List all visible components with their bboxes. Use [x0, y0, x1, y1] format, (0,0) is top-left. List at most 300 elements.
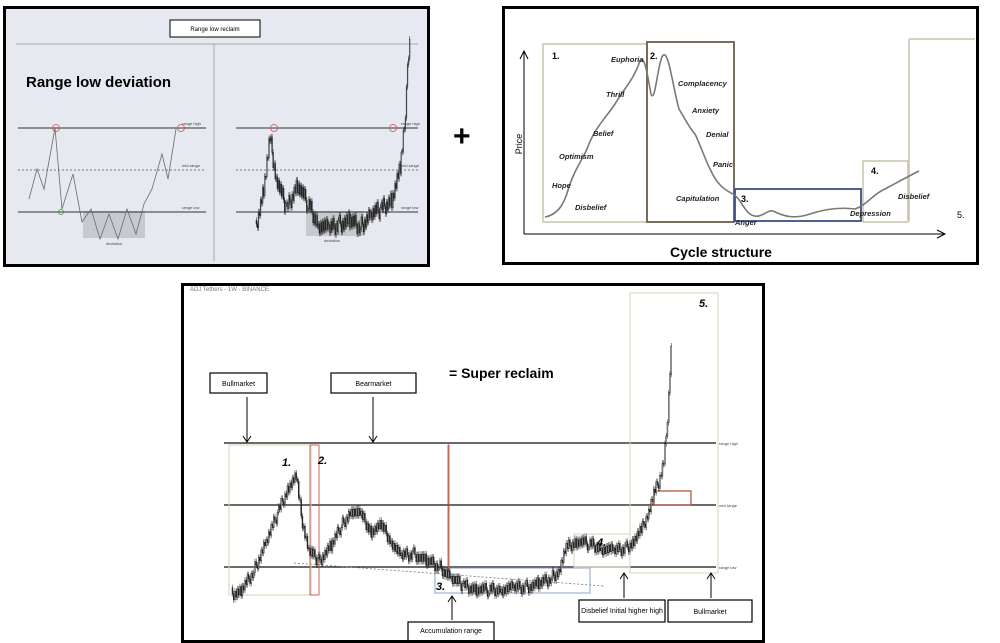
candle-body	[355, 215, 356, 225]
candle-body	[404, 129, 405, 130]
candle-body	[253, 573, 254, 578]
candle-body	[368, 524, 369, 532]
candle-body	[622, 547, 623, 555]
candle-body	[285, 204, 286, 212]
candle-body	[302, 516, 303, 528]
candle-body	[261, 200, 262, 204]
candle-body	[468, 587, 469, 594]
candle-body	[271, 137, 272, 141]
candle-body	[386, 202, 387, 214]
candle-body	[495, 590, 496, 596]
candle-body	[304, 189, 305, 198]
plus-sign: +	[453, 120, 471, 153]
candle-body	[348, 213, 349, 224]
candle-body	[490, 585, 491, 593]
candle-body	[342, 221, 343, 232]
candle-body	[353, 509, 354, 516]
candle-body	[571, 545, 572, 551]
candle-body	[321, 223, 322, 232]
candle-body	[351, 509, 352, 516]
candle-body	[577, 540, 578, 548]
candle-body	[293, 194, 294, 200]
candle-body	[523, 586, 524, 592]
candle-body	[387, 202, 388, 210]
candle-body	[665, 444, 666, 465]
candle-body	[646, 516, 647, 527]
callout-text: Bullmarket	[221, 381, 256, 388]
candle-body	[476, 584, 477, 596]
candle-body	[362, 511, 363, 519]
candle-body	[298, 184, 299, 193]
callout-bearmarket	[331, 373, 416, 442]
candle-body	[356, 509, 357, 516]
candle-body	[395, 183, 396, 198]
candle-body	[281, 498, 282, 509]
candle-body	[377, 202, 378, 214]
candle-body	[526, 581, 527, 584]
candle-body	[385, 525, 386, 531]
candle-body	[288, 202, 289, 208]
candle-body	[336, 223, 337, 235]
candle-body	[298, 481, 299, 497]
candle-body	[262, 550, 263, 553]
candle-body	[496, 588, 497, 596]
callout-text: Accumulation range	[420, 628, 482, 635]
panel1-headline: Range low deviation	[26, 74, 172, 91]
candle-body	[518, 581, 519, 589]
candle-body	[562, 560, 563, 563]
stage-complacency: Complacency	[678, 79, 727, 88]
candle-body	[621, 550, 622, 556]
candle-body	[246, 580, 247, 584]
candle-body	[311, 549, 312, 556]
candle-body	[512, 582, 513, 588]
candle-body	[255, 562, 256, 573]
candle-body	[301, 186, 302, 197]
candle-body	[670, 374, 671, 393]
candle-body	[345, 522, 346, 527]
candle-body	[361, 217, 362, 229]
candle-body	[394, 193, 395, 198]
stage-num-3: 3.	[741, 194, 749, 204]
candle-body	[299, 184, 300, 195]
candle-body	[648, 509, 649, 519]
candle-body	[440, 561, 441, 568]
candle-body	[617, 546, 618, 552]
candle-body	[650, 509, 651, 511]
candle-body	[567, 543, 568, 549]
candle-body	[657, 482, 658, 485]
candle-body	[315, 550, 316, 558]
candle-body	[235, 591, 236, 599]
candle-body	[310, 199, 311, 210]
stage-denial: Denial	[706, 130, 729, 139]
candle-body	[334, 218, 335, 226]
candle-body	[595, 546, 596, 553]
candle-body	[640, 526, 641, 536]
candle-body	[378, 523, 379, 529]
candle-body	[377, 523, 378, 532]
candle-body	[355, 509, 356, 516]
candle-body	[323, 555, 324, 560]
candle-body	[354, 216, 355, 225]
mid-range-reclaim-box	[654, 491, 691, 505]
candle-body	[316, 216, 317, 225]
candle-body	[376, 526, 377, 532]
candle-body	[467, 580, 468, 587]
candle-body	[305, 189, 306, 200]
candle-body	[250, 579, 251, 583]
candle-body	[431, 558, 432, 565]
candle-body	[422, 554, 423, 561]
candle-body	[460, 576, 461, 583]
candle-body	[426, 554, 427, 566]
candle-body	[492, 583, 493, 591]
candle-body	[586, 537, 587, 544]
candle-body	[342, 518, 343, 528]
candle-body	[416, 555, 417, 562]
cycle-structure-chart	[505, 9, 976, 262]
candle-body	[268, 157, 269, 158]
candle-body	[242, 586, 243, 596]
candle-body	[491, 585, 492, 591]
candle-body	[237, 589, 238, 597]
candle-body	[448, 571, 449, 578]
stage-num-5: 5.	[957, 210, 965, 220]
candle-body	[592, 539, 593, 547]
candle-body	[375, 205, 376, 217]
candle-body	[257, 565, 258, 568]
candle-body	[363, 224, 364, 232]
candle-body	[478, 588, 479, 595]
candle-body	[289, 195, 290, 209]
candle-body	[296, 473, 297, 479]
candle-body	[293, 478, 294, 483]
candle-body	[303, 187, 304, 198]
candle-body	[407, 65, 408, 87]
candle-body	[513, 585, 514, 588]
candle-body	[516, 583, 517, 591]
candle-body	[380, 207, 381, 219]
candle-body	[543, 577, 544, 583]
candle-body	[435, 564, 436, 571]
candle-body	[508, 584, 509, 592]
candle-body	[341, 528, 342, 535]
candle-body	[627, 542, 628, 547]
candle-body	[446, 570, 447, 577]
candle-body	[315, 214, 316, 225]
candle-body	[248, 575, 249, 579]
candle-body	[330, 225, 331, 233]
candle-body	[262, 187, 263, 203]
candle-body	[284, 200, 285, 212]
candle-body	[487, 590, 488, 597]
candle-body	[655, 489, 656, 492]
callout-bullmarket-1	[210, 373, 267, 442]
candle-body	[486, 583, 487, 590]
candle-body	[364, 220, 365, 232]
candle-body	[612, 544, 613, 551]
candle-body	[256, 220, 257, 224]
candle-body	[286, 494, 287, 497]
candle-body	[359, 224, 360, 233]
candle-body	[531, 585, 532, 591]
candle-body	[618, 543, 619, 551]
candle-body	[292, 478, 293, 488]
candle-body	[391, 541, 392, 544]
candle-body	[335, 534, 336, 545]
candle-body	[620, 543, 621, 549]
candle-body	[258, 212, 259, 228]
candle-body	[450, 571, 451, 579]
candle-body	[663, 463, 664, 464]
candle-body	[291, 483, 292, 488]
candle-body	[557, 572, 558, 577]
candle-body	[280, 184, 281, 192]
candle-body	[403, 551, 404, 559]
candle-body	[317, 216, 318, 227]
candle-body	[466, 580, 467, 588]
candle-body	[631, 543, 632, 548]
callout-text: Bearmarket	[355, 381, 392, 388]
mid-range-label: mid-range	[719, 503, 738, 508]
candle-body	[465, 581, 466, 588]
candle-body	[376, 205, 377, 213]
candle-body	[318, 555, 319, 559]
candle-body	[368, 210, 369, 222]
candle-body	[238, 589, 239, 595]
candle-body	[367, 215, 368, 223]
right-mid-range-label: mid-range	[401, 163, 420, 168]
stage-num-1: 1.	[552, 51, 560, 61]
candle-body	[607, 546, 608, 553]
candle-body	[260, 200, 261, 216]
stage-num-4: 4.	[871, 166, 879, 176]
candle-body	[233, 594, 234, 600]
candle-body	[357, 225, 358, 234]
candle-body	[462, 584, 463, 591]
candle-body	[274, 163, 275, 167]
candle-body	[344, 218, 345, 229]
candle-body	[263, 187, 264, 195]
candle-body	[428, 558, 429, 565]
candle-body	[300, 186, 301, 195]
candle-body	[297, 180, 298, 193]
candle-body	[582, 538, 583, 546]
super-reclaim-panel	[181, 283, 765, 643]
callout-disbelief	[579, 573, 665, 622]
candle-body	[613, 548, 614, 551]
candle-body	[488, 593, 489, 596]
candle-body	[485, 583, 486, 591]
candle-body	[386, 525, 387, 533]
candle-body	[275, 517, 276, 520]
candle-body	[358, 224, 359, 234]
candle-body	[381, 520, 382, 529]
candle-body	[291, 202, 292, 208]
candle-body	[358, 508, 359, 515]
candle-body	[331, 221, 332, 233]
candle-body	[630, 543, 631, 552]
candle-body	[314, 214, 315, 223]
candle-body	[285, 494, 286, 505]
candle-body	[461, 584, 462, 591]
candle-body	[387, 534, 388, 542]
candle-body	[667, 422, 668, 436]
candle-body	[321, 560, 322, 565]
candle-body	[278, 506, 279, 512]
candle-body	[261, 550, 262, 561]
candle-body	[259, 212, 260, 216]
chart-header: ADJ Tethers - 1W - BINANCE	[190, 287, 269, 293]
candle-body	[402, 151, 403, 152]
candle-body	[252, 573, 253, 577]
candle-body	[320, 555, 321, 560]
candle-body	[652, 499, 653, 501]
candle-body	[310, 548, 311, 556]
stage-capitulation: Capitulation	[676, 194, 720, 203]
candle-body	[307, 208, 308, 210]
candle-body	[319, 224, 320, 233]
candle-body	[453, 576, 454, 583]
candle-body	[566, 543, 567, 553]
candle-body	[407, 549, 408, 555]
candle-body	[510, 584, 511, 590]
price-candles	[232, 343, 672, 603]
candle-body	[379, 211, 380, 219]
candle-body	[501, 589, 502, 592]
candle-body	[405, 551, 406, 557]
candle-body	[403, 130, 404, 151]
stage-anger: Anger	[735, 218, 757, 227]
candle-body	[308, 548, 309, 549]
candle-body	[470, 586, 471, 594]
stage-optimism: Optimism	[559, 152, 594, 161]
candle-body	[561, 560, 562, 572]
candle-body	[540, 580, 541, 589]
candle-body	[335, 227, 336, 235]
candle-body	[421, 554, 422, 561]
candle-body	[385, 206, 386, 214]
cycle-structure-panel	[502, 6, 979, 265]
candle-body	[581, 539, 582, 546]
candle-body	[363, 513, 364, 519]
candle-body	[653, 489, 654, 501]
candle-body	[366, 522, 367, 530]
candle-body	[279, 181, 280, 193]
candle-body	[343, 518, 344, 523]
candle-body	[660, 475, 661, 488]
candle-body	[570, 540, 571, 546]
stage-euphoria: Euphoria	[611, 55, 644, 64]
candle-body	[610, 545, 611, 552]
candle-body	[333, 218, 334, 230]
candle-body	[374, 209, 375, 217]
candle-body	[338, 220, 339, 232]
candle-body	[400, 547, 401, 555]
candle-body	[327, 219, 328, 228]
candle-body	[472, 585, 473, 593]
candle-body	[576, 539, 577, 548]
phase-num-1: 1.	[282, 457, 292, 469]
candle-body	[282, 188, 283, 196]
candle-body	[445, 569, 446, 577]
candle-body	[345, 218, 346, 227]
candle-body	[471, 586, 472, 593]
callout-text: Bullmarket	[693, 609, 727, 616]
candle-body	[497, 588, 498, 594]
candle-body	[506, 585, 507, 593]
candle-body	[382, 202, 383, 210]
candle-body	[275, 163, 276, 178]
candle-body	[425, 554, 426, 561]
candle-body	[251, 573, 252, 583]
candle-body	[572, 542, 573, 551]
candle-body	[568, 540, 569, 549]
bear-edge	[448, 445, 449, 575]
phase-box-1	[229, 445, 311, 595]
candle-body	[343, 221, 344, 230]
candle-body	[642, 521, 643, 532]
candle-body	[340, 531, 341, 535]
candle-body	[313, 212, 314, 223]
candle-body	[535, 580, 536, 588]
candle-body	[326, 550, 327, 555]
candle-body	[417, 555, 418, 562]
candle-body	[437, 563, 438, 570]
candle-body	[260, 557, 261, 560]
callout-bullmarket-2	[668, 573, 752, 622]
candle-body	[332, 540, 333, 551]
candle-body	[300, 498, 301, 500]
candle-body	[411, 553, 412, 559]
candle-body	[525, 584, 526, 592]
candle-body	[282, 498, 283, 501]
candle-body	[430, 558, 431, 566]
candle-body	[498, 586, 499, 594]
candle-body	[443, 569, 444, 576]
candle-body	[638, 531, 639, 536]
candle-body	[608, 545, 609, 553]
candle-body	[396, 545, 397, 551]
candle-body	[292, 194, 293, 208]
candle-body	[591, 540, 592, 547]
stage-anxiety: Anxiety	[692, 106, 720, 115]
candle-body	[272, 137, 273, 152]
candle-body	[503, 587, 504, 595]
candle-body	[305, 526, 306, 538]
candle-body	[331, 541, 332, 551]
candle-body	[283, 502, 284, 505]
phase-num-4: 4.	[597, 537, 607, 549]
candle-body	[401, 553, 402, 556]
candle-body	[458, 576, 459, 583]
candle-body	[273, 152, 274, 167]
stage-depression: Depression	[850, 209, 891, 218]
candle-body	[590, 540, 591, 548]
candle-body	[333, 540, 334, 544]
candle-body	[397, 545, 398, 553]
candle-body	[326, 219, 327, 230]
candle-body	[270, 532, 271, 535]
candle-body	[306, 536, 307, 538]
candle-body	[278, 181, 279, 189]
candle-body	[433, 557, 434, 564]
candle-body	[337, 223, 338, 231]
candle-body	[668, 393, 669, 423]
stage-belief: Belief	[593, 129, 614, 138]
candle-body	[635, 536, 636, 546]
